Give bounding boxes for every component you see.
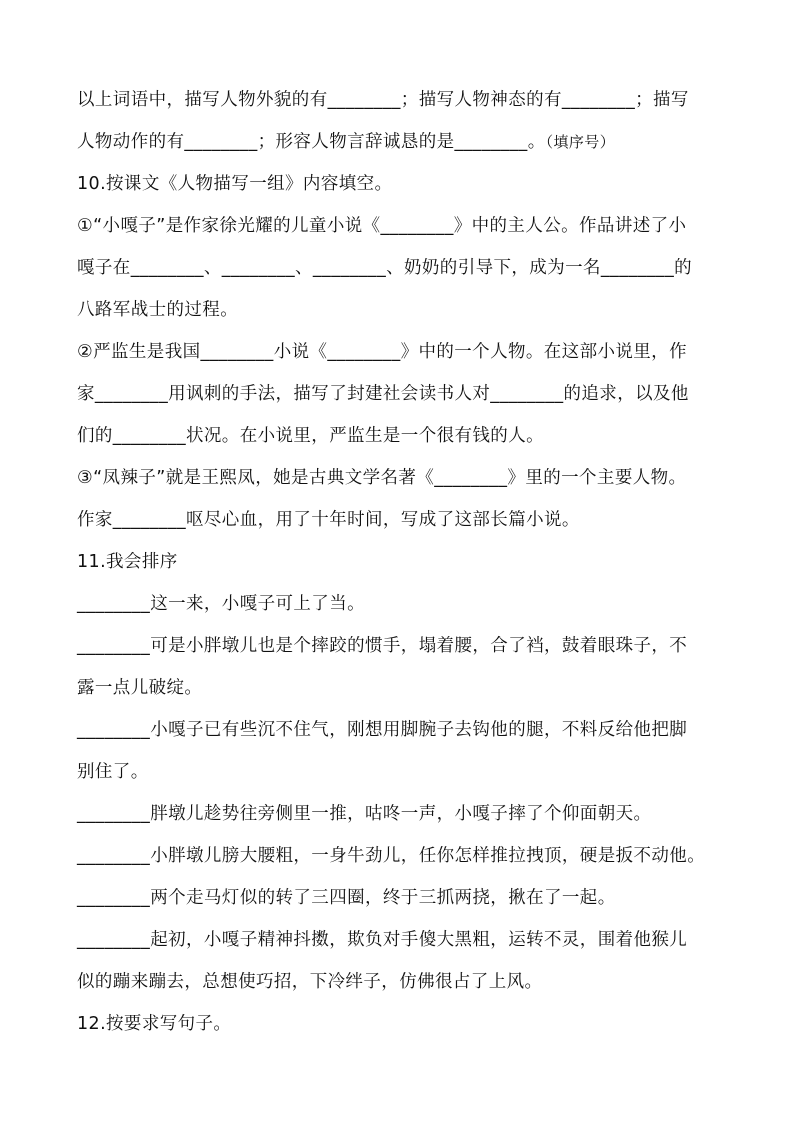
question-12-title: 12.按要求写句子。 (77, 1014, 232, 1034)
q10-p2-line-3: 们的________状况。在小说里，严监生是一个很有钱的人。 (77, 426, 544, 446)
question-11-title: 11.我会排序 (77, 552, 178, 572)
intro-line-1: 以上词语中，描写人物外貌的有________；描写人物神态的有________；描写 (77, 90, 689, 110)
fill-number-note: （填序号） (545, 133, 616, 151)
q10-p2-line-1: ②严监生是我国________小说《________》中的一个人物。在这部小说里，作 (77, 342, 687, 362)
q11-line-6: ________胖墩儿趁势往旁侧里一推，咕咚一声，小嘎子摔了个仰面朝天。 (77, 804, 652, 824)
q11-line-9: ________起初，小嘎子精神抖擞，欺负对手傻大黑粗，运转不灵，围着他猴儿 (77, 930, 688, 950)
q11-line-2: ________可是小胖墩儿也是个摔跤的惯手，塌着腰，合了裆，鼓着眼珠子，不 (77, 636, 688, 656)
q10-p1-line-1: ①“小嘎子”是作家徐光耀的儿童小说《________》中的主人公。作品讲述了小 (77, 216, 687, 236)
q10-p2-line-2: 家________用讽刺的手法，描写了封建社会读书人对________的追求，以及他 (77, 384, 689, 404)
q10-p3-line-1: ③“凤辣子”就是王熙凤，她是古典文学名著《________》里的一个主要人物。 (77, 468, 687, 488)
q11-line-4: ________小嘎子已有些沉不住气，刚想用脚腕子去钩他的腿，不料反给他把脚 (77, 720, 688, 740)
q11-line-7: ________小胖墩儿膀大腰粗，一身牛劲儿，任你怎样推拉拽顶，硬是扳不动他。 (77, 846, 706, 866)
question-10-title: 10.按课文《人物描写一组》内容填空。 (77, 174, 393, 194)
intro-line-2 (77, 128, 615, 153)
q10-p1-line-2: 嘎子在________、________、________、奶奶的引导下，成为一名________的 (77, 258, 692, 278)
q11-line-10: 似的蹦来蹦去，总想使巧招，下冷绊子，仿佛很占了上风。 (77, 972, 543, 992)
q11-line-5: 别住了。 (77, 762, 149, 782)
q11-line-1: ________这一来，小嘎子可上了当。 (77, 594, 365, 614)
intro-line-2-text: 人物动作的有________；形容人物言辞诚恳的是________。 (77, 132, 546, 152)
q11-line-3: 露一点儿破绽。 (77, 678, 203, 698)
q11-line-8: ________两个走马灯似的转了三四圈，终于三抓两挠，揪在了一起。 (77, 888, 616, 908)
q10-p3-line-2: 作家________呕尽心血，用了十年时间，写成了这部长篇小说。 (77, 510, 580, 530)
q10-p1-line-3: 八路军战士的过程。 (77, 300, 239, 320)
